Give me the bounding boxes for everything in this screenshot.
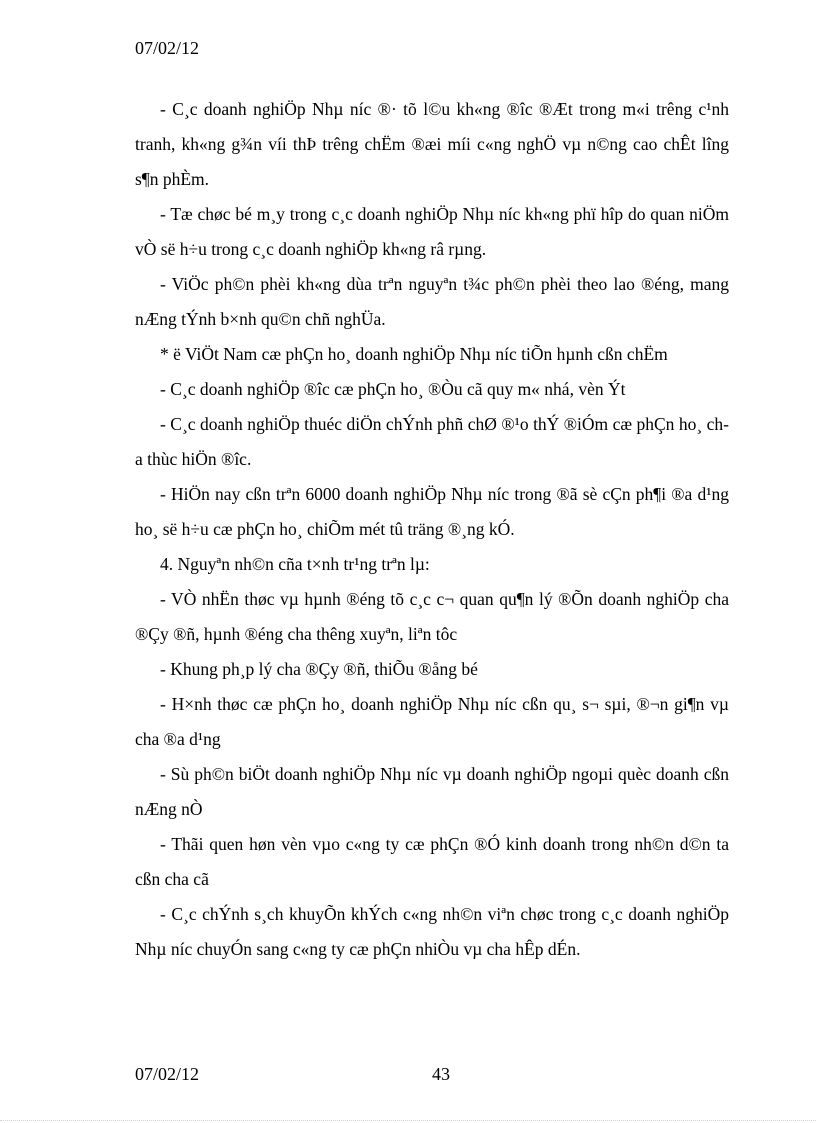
paragraph: - Thãi quen høn vèn vµo c«ng ty cæ phÇn ®Ó kinh doanh trong nh©n d©n ta cßn cha cã (135, 834, 729, 889)
page-bottom-rule (0, 1120, 816, 1121)
header-date: 07/02/12 (135, 38, 200, 58)
paragraph: - Tæ chøc bé m¸y trong c¸c doanh nghiÖp Nhµ níc kh«ng phï hîp do quan niÖm vÒ së h÷u trong c¸c doanh nghiÖp kh«ng râ rµng. (135, 204, 729, 259)
paragraph: - C¸c doanh nghiÖp Nhµ níc ®· tõ l©u kh«ng ®îc ®Æt trong m«i trêng c¹nh tranh, kh«ng g¾n víi thÞ trêng chËm ®æi míi c«ng nghÖ vµ n©ng cao chÊt lîng s¶n phÈm. (135, 99, 729, 189)
paragraph: - H×nh thøc cæ phÇn ho¸ doanh nghiÖp Nhµ níc cßn qu¸ s¬ sµi, ®¬n gi¶n vµ cha ®a d¹ng (135, 694, 729, 749)
paragraph: - C¸c doanh nghiÖp thuéc diÖn chÝnh phñ chØ ®¹o thÝ ®iÓm cæ phÇn ho¸ cha thùc hiÖn ®îc. (135, 414, 729, 469)
footer-date: 07/02/12 (135, 1064, 200, 1084)
paragraph: - C¸c doanh nghiÖp ®îc cæ phÇn ho¸ ®Òu cã quy m« nhá, vèn Ýt (160, 379, 626, 399)
paragraph: - HiÖn nay cßn trªn 6000 doanh nghiÖp Nhµ níc trong ®ã sè cÇn ph¶i ®a d¹ng ho¸ së h÷u cæ phÇn ho¸ chiÕm mét tû träng ®¸ng kÓ. (135, 484, 729, 539)
page-number: 43 (432, 1064, 450, 1084)
paragraph: - VÒ nhËn thøc vµ hµnh ®éng tõ c¸c c¬ quan qu¶n lý ®Õn doanh nghiÖp cha ®Çy ®ñ, hµnh ®éng cha thêng xuyªn, liªn tôc (135, 589, 729, 644)
paragraph: - ViÖc ph©n phèi kh«ng dùa trªn nguyªn t¾c ph©n phèi theo lao ®éng, mang nÆng tÝnh b×nh qu©n chñ nghÜa. (135, 274, 729, 329)
paragraph: - Sù ph©n biÖt doanh nghiÖp Nhµ níc vµ doanh nghiÖp ngoµi quèc doanh cßn nÆng nÒ (135, 764, 729, 819)
section-heading: 4. Nguyªn nh©n cña t×nh tr¹ng trªn lµ: (160, 554, 430, 574)
paragraph: - Khung ph¸p lý cha ®Çy ®ñ, thiÕu ®ång bé (160, 659, 478, 679)
document-body (135, 92, 729, 967)
paragraph: - C¸c chÝnh s¸ch khuyÕn khÝch c«ng nh©n viªn chøc trong c¸c doanh nghiÖp Nhµ níc chuyÓn sang c«ng ty cæ phÇn nhiÒu vµ cha hÊp dÉn. (135, 904, 729, 959)
paragraph: * ë ViÖt Nam cæ phÇn ho¸ doanh nghiÖp Nhµ níc tiÕn hµnh cßn chËm (160, 344, 668, 364)
